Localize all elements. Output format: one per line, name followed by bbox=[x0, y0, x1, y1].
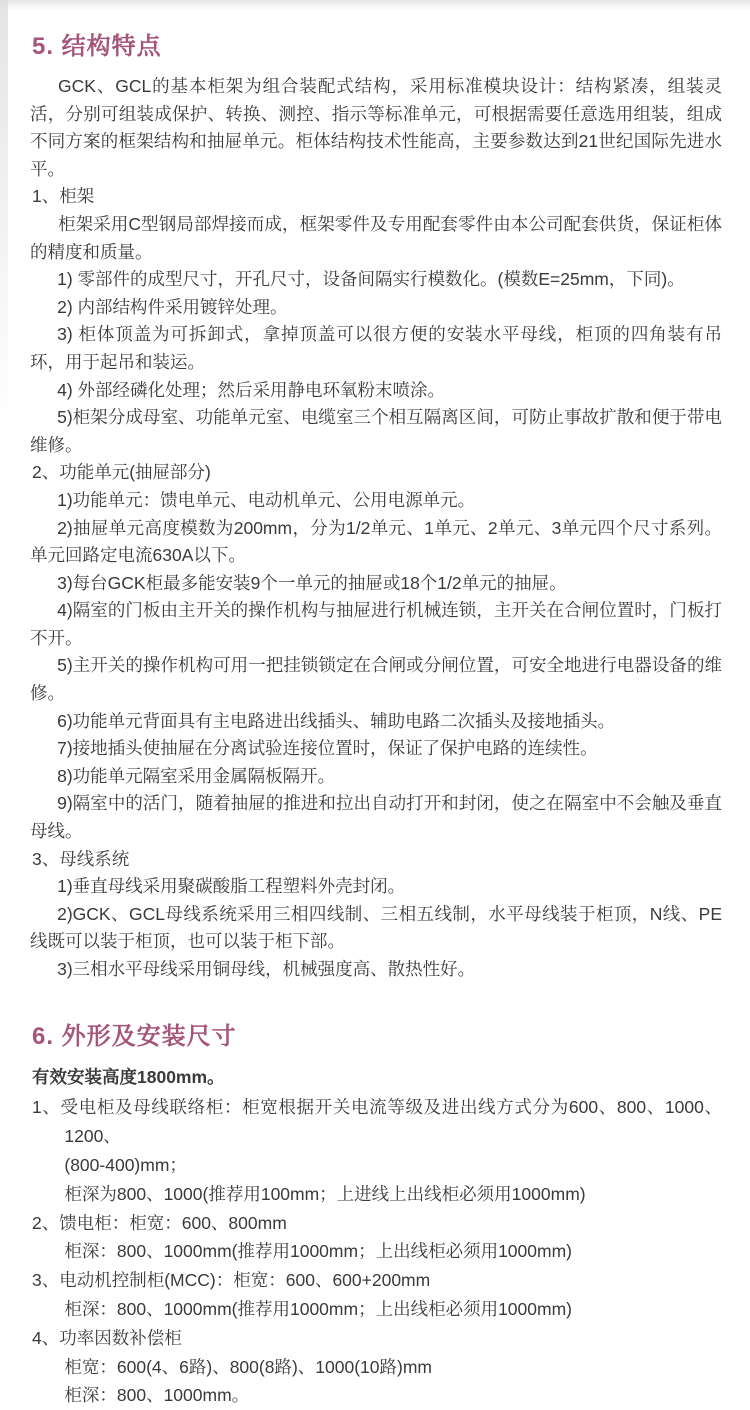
section-dimensions bbox=[30, 1016, 722, 1410]
list-item: 5)主开关的操作机构可用一把挂锁锁定在合闸或分闸位置，可安全地进行电器设备的维修。 bbox=[30, 655, 722, 704]
list-item: 7)接地插头使抽屉在分离试验连接位置时，保证了保护电路的连续性。 bbox=[57, 738, 598, 759]
list-item: 3)每台GCK柜最多能安装9个一单元的抽屉或18个1/2单元的抽屉。 bbox=[57, 572, 567, 593]
list-item: 3)三相水平母线采用铜母线，机械强度高、散热性好。 bbox=[57, 959, 476, 979]
cabinet-item-detail: 柜深为800、1000(推荐用100mm；上进线上出线柜必须用1000mm) bbox=[64, 1183, 586, 1204]
list-item: 2)抽屉单元高度模数为200mm，分为1/2单元、1单元、2单元、3单元四个尺寸系列。单元回路定电流630A以下。 bbox=[30, 517, 722, 566]
cabinet-item-detail: (800-400)mm； bbox=[64, 1154, 187, 1175]
section5-heading: 5. 结构特点 bbox=[32, 33, 162, 60]
list-item: 1)功能单元：馈电单元、电动机单元、公用电源单元。 bbox=[57, 489, 476, 510]
list-item: 3) 柜体顶盖为可拆卸式，拿掉顶盖可以很方便的安装水平母线，柜顶的四角装有吊环，用于起吊和装运。 bbox=[30, 324, 722, 372]
cabinet-item-detail: 柜深：800、1000mm。 bbox=[64, 1385, 250, 1406]
list-item: 4) 外部经磷化处理；然后采用静电环氧粉末喷涂。 bbox=[57, 379, 446, 400]
list-item: 8)功能单元隔室采用金属隔板隔开。 bbox=[57, 765, 336, 786]
cabinet-item: 1、受电柜及母线联络柜：柜宽根据开关电流等级及进出线方式分为600、800、1000、1200、 bbox=[32, 1097, 722, 1147]
numbered-item-busbar-system: 3、母线系统 bbox=[32, 848, 130, 869]
cabinet-item: 2、馈电柜：柜宽：600、800mm bbox=[32, 1212, 287, 1233]
list-item: 2)GCK、GCL母线系统采用三相四线制、三相五线制，水平母线装于柜顶，N线、PE线既可以装于柜顶，也可以装于柜下部。 bbox=[30, 903, 722, 952]
list-item: 1)垂直母线采用聚碳酸脂工程塑料外壳封闭。 bbox=[57, 876, 406, 897]
numbered-item-frame: 1、柜架 bbox=[32, 186, 95, 207]
list-item: 6)功能单元背面具有主电路进出线插头、辅助电路二次插头及接地插头。 bbox=[57, 710, 616, 731]
cabinet-item: 4、功率因数补偿柜 bbox=[32, 1327, 182, 1348]
list-item: 5)柜架分成母室、功能单元室、电缆室三个相互隔离区间，可防止事故扩散和便于带电维修。 bbox=[30, 407, 722, 455]
list-item: 9)隔室中的活门，随着抽屉的推进和拉出自动打开和封闭，使之在隔室中不会触及垂直母线。 bbox=[30, 793, 722, 842]
cabinet-item: 3、电动机控制柜(MCC)：柜宽：600、600+200mm bbox=[32, 1270, 431, 1291]
list-item: 4)隔室的门板由主开关的操作机构与抽屉进行机械连锁，主开关在合闸位置时，门板打不开。 bbox=[30, 600, 722, 648]
numbered-item-functional-unit: 2、功能单元(抽屉部分) bbox=[32, 462, 211, 483]
cabinet-item-detail: 柜深：800、1000mm(推荐用1000mm；上出线柜必须用1000mm) bbox=[64, 1298, 572, 1319]
cabinet-item-detail: 柜宽：600(4、6路)、800(8路)、1000(10路)mm bbox=[64, 1356, 432, 1377]
section6-heading: 6. 外形及安装尺寸 bbox=[32, 1022, 237, 1050]
cabinet-item-detail: 柜深：800、1000mm(推荐用1000mm；上出线柜必须用1000mm) bbox=[64, 1241, 572, 1262]
section-structural-features bbox=[30, 26, 722, 984]
intro-paragraph: GCK、GCL的基本柜架为组合装配式结构，采用标准模块设计：结构紧凑，组装灵活，分别可组装成保护、转换、测控、指示等标准单元，可根据需要任意选用组装，组成不同方案的框架结构和抽屉单元。柜体结构技术性能高，主要参数达到21世纪国际先进水平。 bbox=[30, 76, 722, 179]
list-item: 2) 内部结构件采用镀锌处理。 bbox=[57, 296, 288, 317]
installation-height-note: 有效安装高度1800mm。 bbox=[32, 1066, 225, 1087]
list-item: 1) 零部件的成型尺寸，开孔尺寸，设备间隔实行模数化。(模数E=25mm，下同)。 bbox=[57, 269, 685, 290]
frame-paragraph: 柜架采用C型钢局部焊接而成，框架零件及专用配套零件由本公司配套供货，保证柜体的精度和质量。 bbox=[30, 213, 722, 262]
